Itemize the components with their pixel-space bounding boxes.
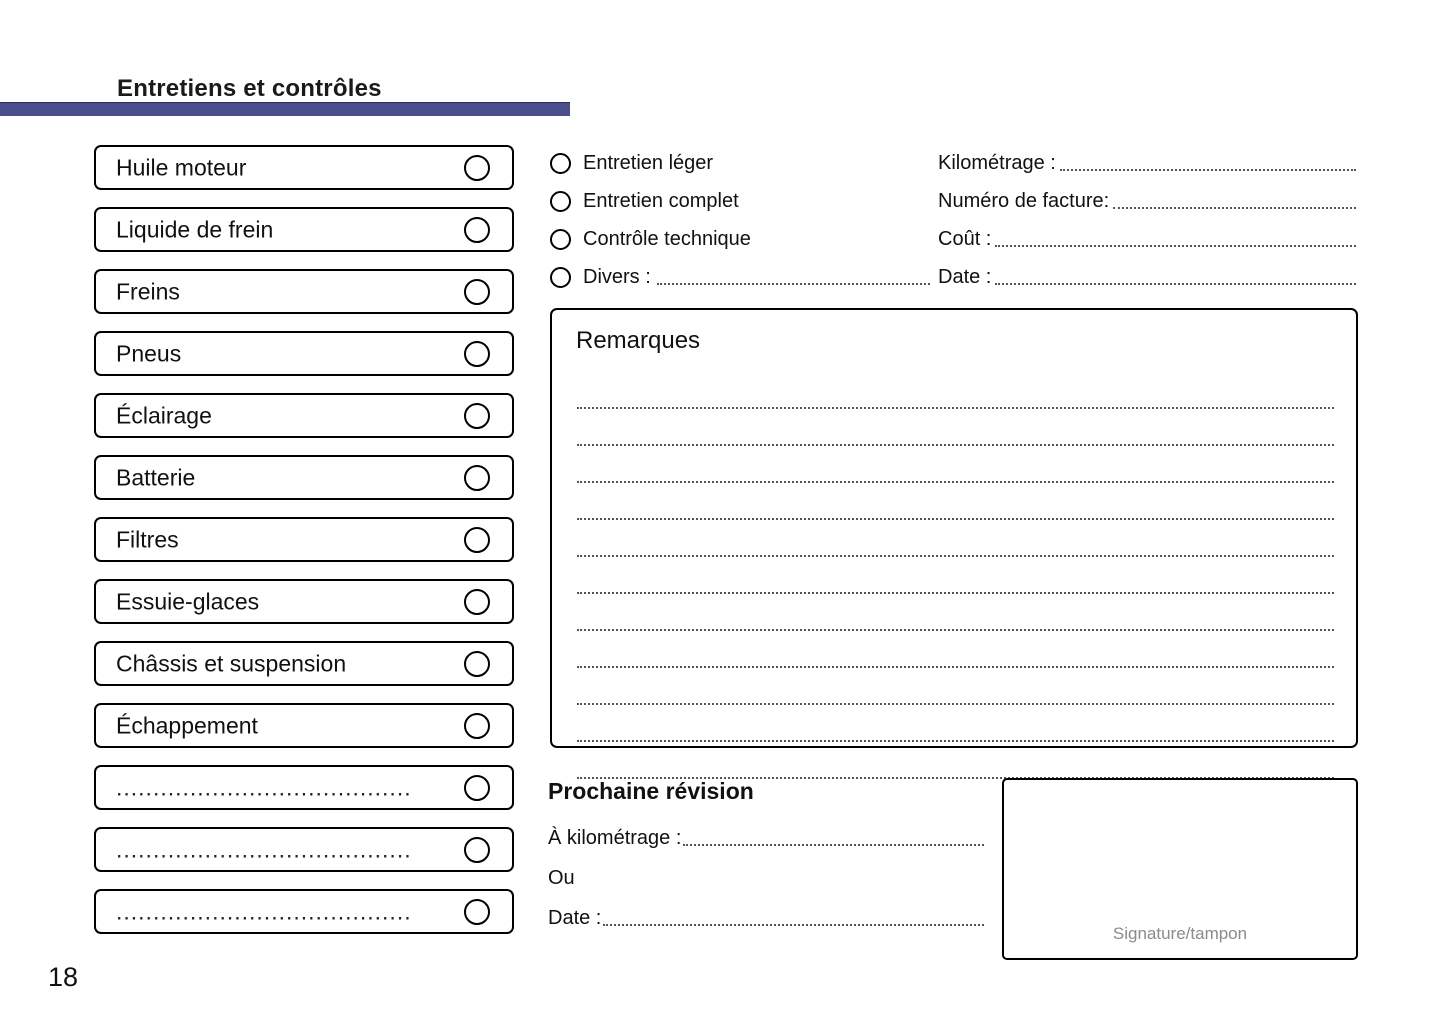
checklist-item-label: Huile moteur	[116, 154, 247, 180]
field-label: Date :	[938, 265, 992, 288]
remarks-write-line[interactable]	[577, 594, 1334, 631]
checklist-item[interactable]	[94, 393, 514, 438]
service-fields	[938, 144, 1356, 296]
field-write-line[interactable]	[995, 231, 1356, 247]
field-date[interactable]	[938, 258, 1356, 296]
field-label: Kilométrage :	[938, 151, 1056, 174]
remarks-box[interactable]	[550, 308, 1358, 748]
checkbox-circle-icon[interactable]	[464, 465, 490, 491]
checkbox-circle-icon[interactable]	[464, 527, 490, 553]
next-revision-or	[548, 858, 984, 898]
remarks-write-line[interactable]	[577, 446, 1334, 483]
service-option-label: Contrôle technique	[583, 227, 751, 250]
checklist-item[interactable]	[94, 269, 514, 314]
checkbox-circle-icon[interactable]	[464, 899, 490, 925]
checklist-item[interactable]	[94, 641, 514, 686]
field-label: Numéro de facture:	[938, 189, 1110, 212]
checklist-item[interactable]	[94, 207, 514, 252]
checklist-item[interactable]	[94, 145, 514, 190]
remarks-write-line[interactable]	[577, 372, 1334, 409]
field-write-line[interactable]	[1113, 193, 1356, 209]
page-number: 18	[48, 962, 79, 992]
next-revision-fields	[548, 818, 984, 938]
next-revision-title: Prochaine révision	[548, 778, 754, 804]
next-revision-label: Date :	[548, 906, 602, 929]
service-option[interactable]	[550, 144, 930, 182]
checklist-item-label: ........................................	[116, 774, 412, 800]
signature-box[interactable]	[1002, 778, 1358, 960]
checklist-item[interactable]	[94, 455, 514, 500]
checklist-item-label: Châssis et suspension	[116, 650, 347, 676]
field-label: Coût :	[938, 227, 992, 250]
remarks-title: Remarques	[576, 327, 701, 354]
checklist-item[interactable]	[94, 517, 514, 562]
remarks-write-line[interactable]	[577, 409, 1334, 446]
field-invoice-number[interactable]	[938, 182, 1356, 220]
checklist	[94, 145, 514, 951]
checklist-item-blank[interactable]	[94, 889, 514, 934]
service-option-label: Divers :	[583, 265, 651, 288]
checkbox-circle-icon[interactable]	[464, 837, 490, 863]
checkbox-circle-icon[interactable]	[464, 775, 490, 801]
next-revision-date[interactable]	[548, 898, 984, 938]
checklist-item-label: Pneus	[116, 340, 182, 366]
checkbox-circle-icon[interactable]	[464, 217, 490, 243]
service-option-label: Entretien complet	[583, 189, 739, 212]
next-revision-label: À kilométrage :	[548, 826, 682, 849]
signature-label: Signature/tampon	[1112, 924, 1248, 943]
checkbox-circle-icon[interactable]	[464, 403, 490, 429]
remarks-lines	[577, 372, 1334, 779]
remarks-write-line[interactable]	[577, 668, 1334, 705]
checkbox-circle-icon[interactable]	[464, 279, 490, 305]
service-option-label: Entretien léger	[583, 151, 714, 174]
checklist-item-label: ........................................	[116, 836, 412, 862]
radio-circle-icon[interactable]	[550, 153, 571, 174]
next-revision-write-line[interactable]	[603, 911, 984, 926]
checklist-item-label: Liquide de frein	[116, 216, 274, 242]
checklist-item[interactable]	[94, 331, 514, 376]
checklist-item-label: Batterie	[116, 464, 196, 490]
checklist-item-label: Essuie-glaces	[116, 588, 260, 614]
checklist-item-blank[interactable]	[94, 765, 514, 810]
checkbox-circle-icon[interactable]	[464, 651, 490, 677]
checkbox-circle-icon[interactable]	[464, 341, 490, 367]
field-cost[interactable]	[938, 220, 1356, 258]
service-option-other[interactable]	[550, 258, 930, 296]
remarks-write-line[interactable]	[577, 631, 1334, 668]
checkbox-circle-icon[interactable]	[464, 713, 490, 739]
remarks-write-line[interactable]	[577, 520, 1334, 557]
checklist-item-blank[interactable]	[94, 827, 514, 872]
checklist-item[interactable]	[94, 579, 514, 624]
next-revision-mileage[interactable]	[548, 818, 984, 858]
remarks-write-line[interactable]	[577, 557, 1334, 594]
checklist-item-label: Filtres	[116, 526, 179, 552]
checklist-item-label: Éclairage	[116, 402, 212, 428]
checklist-item-label: ........................................	[116, 898, 412, 924]
service-option-write-line[interactable]	[657, 269, 930, 285]
remarks-write-line[interactable]	[577, 742, 1334, 779]
header-rule	[0, 103, 570, 116]
next-revision-write-line[interactable]	[683, 831, 984, 846]
page-title: Entretiens et contrôles	[117, 75, 382, 102]
service-option[interactable]	[550, 220, 930, 258]
service-options	[550, 144, 930, 296]
checklist-item-label: Freins	[116, 278, 180, 304]
field-mileage[interactable]	[938, 144, 1356, 182]
radio-circle-icon[interactable]	[550, 267, 571, 288]
radio-circle-icon[interactable]	[550, 191, 571, 212]
remarks-write-line[interactable]	[577, 705, 1334, 742]
checkbox-circle-icon[interactable]	[464, 589, 490, 615]
field-write-line[interactable]	[1060, 155, 1356, 171]
radio-circle-icon[interactable]	[550, 229, 571, 250]
remarks-write-line[interactable]	[577, 483, 1334, 520]
checklist-item-label: Échappement	[116, 712, 258, 738]
field-write-line[interactable]	[995, 269, 1356, 285]
next-revision-label: Ou	[548, 866, 575, 889]
checklist-item[interactable]	[94, 703, 514, 748]
checkbox-circle-icon[interactable]	[464, 155, 490, 181]
service-option[interactable]	[550, 182, 930, 220]
